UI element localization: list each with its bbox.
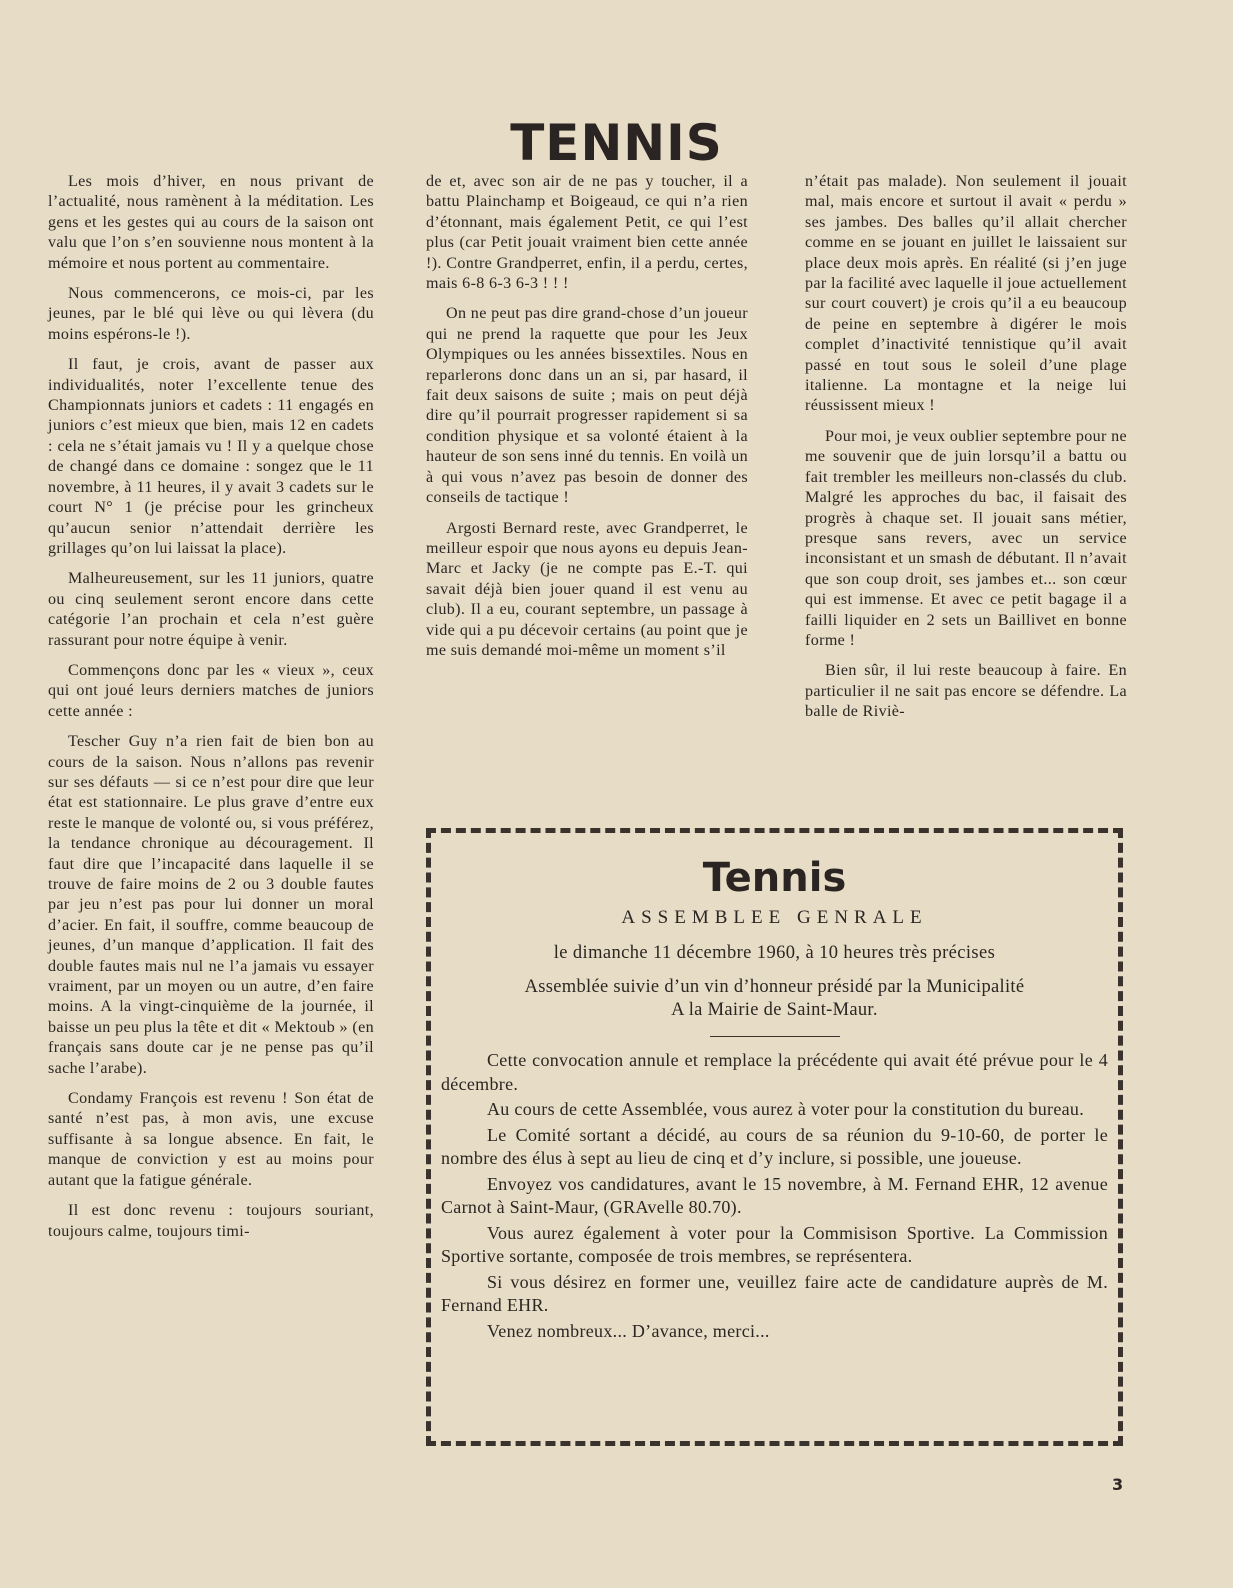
paragraph: Les mois d’hiver, en nous privant de l’actualité, nous ramènent à la méditation. Les gens et les gestes qui au cours de la saison ont valu que l’on s’en souvienne nous montent à la mémoire et nous portent au commentaire. [48, 173, 374, 272]
paragraph: de et, avec son air de ne pas y toucher, il a battu Plainchamp et Boigeaud, ce qui n’a rien d’étonnant, mais également Petit, ce qui l’est plus (car Petit jouait vraiment bien cette année !). Contre Grandperret, enfin, il a perdu, certes, mais 6-8 6-3 6-3 ! ! ! [426, 173, 748, 293]
notice-paragraph: Si vous désirez en former une, veuillez faire acte de candidature auprès de M. Fernand EHR. [441, 1271, 1108, 1315]
page-title: TENNIS [510, 113, 723, 172]
paragraph: Il faut, je crois, avant de passer aux individualités, noter l’excellente tenue des Championnats juniors et cadets : 11 engagés en juniors c’est mieux que bien, mais 12 en cadets : cela ne s’était jamais vu ! Il y a quelque chose de changé dans ce domaine : songez que le 11 novembre, à 11 heures, il y avait 3 cadets sur le court N° 1 (je précise pour les grincheux qu’aucun senior n’attendait derrière les grillages qu’on lui laissat la place). [48, 356, 374, 557]
paragraph: On ne peut pas dire grand-chose d’un joueur qui ne prend la raquette que pour les Jeux Olympiques ou les années bissextiles. Nous en reparlerons donc dans un an si, par hasard, il fait deux saisons de suite ; mais on peut déjà dire qu’il pourrait progresser rapidement si sa condition physique et sa volonté étaient à la hauteur de son sens inné du tennis. En voilà un à qui vous n’avez pas besoin de donner des conseils de tactique ! [426, 305, 748, 507]
paragraph: Nous commencerons, ce mois-ci, par les jeunes, par le blé qui lève ou qui lèvera (du moins espérons-le !). [48, 285, 374, 343]
notice-paragraph: Vous aurez également à voter pour la Commisison Sportive. La Commission Sportive sortante, composée de trois membres, se représentera. [441, 1222, 1108, 1266]
notice-subtitle: ASSEMBLEE GENRALE [621, 907, 928, 928]
notice-title: Tennis [702, 855, 847, 901]
paragraph: Malheureusement, sur les 11 juniors, quatre ou cinq seulement seront encore dans cette catégorie l’an prochain et cela n’est guère rassurant pour notre équipe à venir. [48, 570, 374, 649]
notice-date: le dimanche 11 décembre 1960, à 10 heures très précises [553, 943, 996, 963]
article-column-3 [805, 172, 1127, 733]
notice-paragraph: Le Comité sortant a décidé, au cours de sa réunion du 9-10-60, de porter le nombre des élus à sept au lieu de cinq et d’y inclure, si possible, une joueuse. [441, 1124, 1108, 1168]
page-number: 3 [1112, 1475, 1124, 1494]
paragraph: Tescher Guy n’a rien fait de bien bon au cours de la saison. Nous n’allons pas revenir sur ses défauts — si ce n’est pour dire que leur état est stationnaire. Le plus grave d’entre eux reste le manque de volonté ou, si vous préférez, la tendance chronique au découragement. Il faut dire que l’incapacité dans laquelle il se trouve de faire moins de 2 ou 3 double fautes par jeu n’est pas pour lui donner un moral d’acier. En fait, il souffre, comme beaucoup de jeunes, d’un manque d’application. Il fait des double fautes mais nul ne l’a jamais vu essayer vraiment, par un moyen ou un autre, d’en faire moins. A la vingt-cinquième de la journée, il baisse un peu plus la tête et dit « Mektoub » (en français sans doute car je ne pense pas qu’il sache l’arabe). [48, 733, 374, 1077]
assembly-notice-box [426, 828, 1123, 1446]
article-column-1 [48, 172, 374, 1252]
notice-paragraph: Envoyez vos candidatures, avant le 15 novembre, à M. Fernand EHR, 12 avenue Carnot à Saint-Maur, (GRAvelle 80.70). [441, 1173, 1108, 1217]
paragraph: Argosti Bernard reste, avec Grandperret, le meilleur espoir que nous ayons eu depuis Jean-Marc et Jacky (je ne compte pas E.-T. qui savait déjà bien jouer quand il est venu au club). Il a eu, courant septembre, un passage à vide qui a pu décevoir certains (au point que je me suis demandé moi-même un moment s’il [426, 519, 748, 659]
notice-location-line: Assemblée suivie d’un vin d’honneur présidé par la Municipalité [524, 977, 1025, 997]
notice-paragraph: Cette convocation annule et remplace la précédente qui avait été prévue pour le 4 décembre. [441, 1050, 1108, 1094]
notice-body [441, 1049, 1108, 1343]
notice-location [441, 976, 1108, 1022]
notice-paragraph: Au cours de cette Assemblée, vous aurez à voter pour la constitution du bureau. [487, 1099, 1085, 1119]
paragraph: Condamy François est revenu ! Son état de santé n’est pas, à mon avis, une excuse suffisante à sa longue absence. En fait, le manque de conviction y est au moins pour autant que la fatigue générale. [48, 1090, 374, 1189]
notice-paragraph: Venez nombreux... D’avance, merci... [487, 1320, 770, 1341]
paragraph: Commençons donc par les « vieux », ceux qui ont joué leurs derniers matches de juniors cette année : [48, 661, 374, 720]
paragraph: n’était pas malade). Non seulement il jouait mal, mais encore et surtout il avait « perdu » ses jambes. Des balles qu’il allait chercher comme en se jouant en juillet le laissaient sur place deux mois après. En réalité (si j’en juge par la facilité avec laquelle il joue actuellement sur court couvert) je crois qu’il a eu beaucoup de peine en septembre à digérer le mois complet d’inactivité tennistique qu’il avait passé en tout sous le soleil d’une plage italienne. La montagne et la neige lui réussissent mieux ! [805, 173, 1127, 415]
paragraph: Il est donc revenu : toujours souriant, toujours calme, toujours timi- [48, 1202, 374, 1240]
paragraph: Bien sûr, il lui reste beaucoup à faire. En particulier il ne sait pas encore se défendre. La balle de Riviè- [805, 662, 1127, 721]
article-column-2 [426, 172, 748, 671]
paragraph: Pour moi, je veux oublier septembre pour ne me souvenir que de juin lorsqu’il a battu ou fait trembler les meilleurs non-classés du club. Malgré les approches du bac, il faisait des progrès à chaque set. Il jouait sans métier, presque sans revers, avec un service inconsistant et un smash de débutant. Il n’avait que son coup droit, ses jambes et... son cœur qui est immense. Et avec ce petit bagage il a failli liquider en 2 sets un Baillivet en bonne forme ! [805, 427, 1127, 649]
notice-location-line: A la Mairie de Saint-Maur. [671, 1000, 878, 1020]
divider [710, 1036, 840, 1037]
